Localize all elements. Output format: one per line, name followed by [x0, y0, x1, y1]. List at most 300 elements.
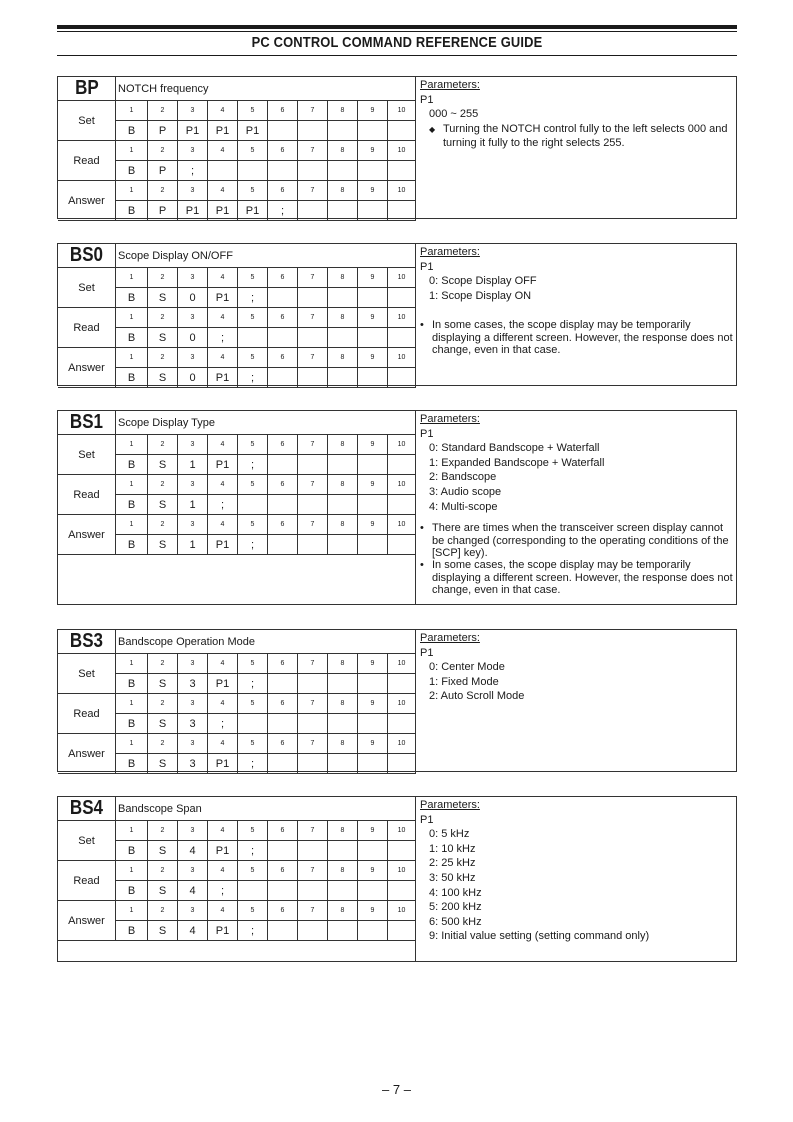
- position-number: 8: [328, 515, 358, 535]
- set-char-cell: P: [148, 121, 178, 141]
- position-number: 4: [208, 268, 238, 288]
- position-number: 10: [388, 435, 416, 455]
- parameter-value: 9: Initial value setting (setting command only): [429, 930, 650, 943]
- set-char-cell: [268, 455, 298, 475]
- read-char-cell: [328, 161, 358, 181]
- parameter-value: 1: Expanded Bandscope + Waterfall: [429, 456, 605, 469]
- position-number: 3: [178, 694, 208, 714]
- read-char-cell: [358, 714, 388, 734]
- set-char-cell: [328, 674, 358, 694]
- parameters-panel: [420, 245, 736, 357]
- read-char-cell: [238, 161, 268, 181]
- position-number: 9: [358, 654, 388, 674]
- answer-char-cell: [358, 754, 388, 774]
- page-number: – 7 –: [382, 1082, 411, 1097]
- parameters-heading: Parameters:: [420, 246, 480, 258]
- read-char-cell: P: [148, 161, 178, 181]
- read-char-cell: S: [148, 714, 178, 734]
- position-number: 7: [298, 435, 328, 455]
- position-number: 5: [238, 435, 268, 455]
- parameter-value: 6: 500 kHz: [429, 915, 482, 928]
- set-char-cell: [328, 288, 358, 308]
- parameter-value: 2: Auto Scroll Mode: [429, 690, 525, 703]
- read-char-cell: [208, 161, 238, 181]
- position-number: 9: [358, 475, 388, 495]
- position-number: 8: [328, 308, 358, 328]
- position-number: 8: [328, 181, 358, 201]
- read-char-cell: [298, 495, 328, 515]
- set-char-cell: S: [148, 674, 178, 694]
- answer-char-cell: S: [148, 754, 178, 774]
- command-code: BS4: [58, 797, 116, 821]
- bullet-icon: •: [420, 319, 424, 332]
- position-number: 10: [388, 515, 416, 535]
- set-char-cell: [358, 674, 388, 694]
- answer-char-cell: ;: [238, 368, 268, 388]
- set-char-cell: S: [148, 841, 178, 861]
- position-number: 4: [208, 141, 238, 161]
- position-number: 1: [116, 435, 148, 455]
- position-number: 8: [328, 821, 358, 841]
- row-label-set: Set: [58, 654, 116, 694]
- read-char-cell: [328, 495, 358, 515]
- read-char-cell: [298, 881, 328, 901]
- answer-char-cell: B: [116, 754, 148, 774]
- parameter-value: 3: Audio scope: [429, 485, 502, 498]
- position-number: 6: [268, 268, 298, 288]
- position-number: 7: [298, 861, 328, 881]
- position-number: 4: [208, 694, 238, 714]
- read-char-cell: ;: [208, 328, 238, 348]
- read-char-cell: [388, 328, 416, 348]
- position-number: 10: [388, 734, 416, 754]
- position-number: 7: [298, 181, 328, 201]
- read-char-cell: [358, 495, 388, 515]
- position-number: 5: [238, 268, 268, 288]
- position-number: 2: [148, 515, 178, 535]
- parameter-note: • In some cases, the scope display may be temporarily displaying a different screen. However, the response does not change, even in that case.: [420, 559, 733, 597]
- answer-char-cell: [358, 535, 388, 555]
- position-number: 3: [178, 141, 208, 161]
- position-number: 10: [388, 268, 416, 288]
- position-number: 5: [238, 475, 268, 495]
- answer-char-cell: 4: [178, 921, 208, 941]
- set-char-cell: [388, 121, 416, 141]
- position-number: 9: [358, 308, 388, 328]
- position-number: 10: [388, 101, 416, 121]
- answer-char-cell: S: [148, 535, 178, 555]
- position-number: 4: [208, 515, 238, 535]
- position-number: 1: [116, 654, 148, 674]
- command-code: BS1: [58, 411, 116, 435]
- position-number: 9: [358, 181, 388, 201]
- header-rule-thin: [57, 31, 737, 32]
- command-bs1: [57, 410, 737, 605]
- command-name: Bandscope Span: [116, 797, 416, 821]
- row-label-set: Set: [58, 101, 116, 141]
- position-number: 9: [358, 348, 388, 368]
- parameter-note: • In some cases, the scope display may be temporarily displaying a different screen. However, the response does not change, even in that case.: [420, 319, 733, 357]
- set-char-cell: P1: [208, 288, 238, 308]
- position-number: 5: [238, 694, 268, 714]
- position-number: 3: [178, 101, 208, 121]
- position-number: 2: [148, 901, 178, 921]
- answer-char-cell: P1: [208, 754, 238, 774]
- read-char-cell: [238, 714, 268, 734]
- read-char-cell: 1: [178, 495, 208, 515]
- read-char-cell: 3: [178, 714, 208, 734]
- bullet-icon: •: [420, 559, 424, 572]
- parameters-panel: [420, 631, 736, 704]
- answer-char-cell: [298, 535, 328, 555]
- read-char-cell: B: [116, 495, 148, 515]
- read-char-cell: [298, 161, 328, 181]
- answer-char-cell: [298, 368, 328, 388]
- position-number: 8: [328, 101, 358, 121]
- read-char-cell: [358, 881, 388, 901]
- position-number: 7: [298, 515, 328, 535]
- position-number: 4: [208, 901, 238, 921]
- parameter-value: 4: 100 kHz: [429, 886, 482, 899]
- parameters-panel: [420, 412, 736, 597]
- set-char-cell: P1: [238, 121, 268, 141]
- answer-char-cell: [388, 921, 416, 941]
- parameter-value: 0: Scope Display OFF: [429, 275, 537, 288]
- answer-char-cell: [388, 201, 416, 221]
- position-number: 6: [268, 821, 298, 841]
- position-number: 4: [208, 654, 238, 674]
- read-char-cell: [268, 328, 298, 348]
- position-number: 1: [116, 268, 148, 288]
- read-char-cell: 0: [178, 328, 208, 348]
- position-number: 2: [148, 308, 178, 328]
- parameter-value: 5: 200 kHz: [429, 901, 482, 914]
- position-number: 8: [328, 475, 358, 495]
- position-number: 2: [148, 101, 178, 121]
- parameter-note: • There are times when the transceiver screen display cannot be changed (corresponding to the operating conditions of the [SCP] key).: [420, 522, 729, 559]
- read-char-cell: [328, 881, 358, 901]
- parameter-value: 1: Scope Display ON: [429, 289, 532, 302]
- position-number: 4: [208, 821, 238, 841]
- answer-char-cell: [358, 201, 388, 221]
- set-char-cell: [388, 674, 416, 694]
- parameters-heading: Parameters:: [420, 799, 480, 811]
- position-number: 3: [178, 181, 208, 201]
- position-number: 2: [148, 654, 178, 674]
- position-number: 2: [148, 734, 178, 754]
- set-char-cell: 4: [178, 841, 208, 861]
- position-number: 2: [148, 268, 178, 288]
- command-name: Bandscope Operation Mode: [116, 630, 416, 654]
- position-number: 8: [328, 654, 358, 674]
- set-char-cell: [268, 674, 298, 694]
- answer-char-cell: P1: [208, 921, 238, 941]
- read-char-cell: [358, 328, 388, 348]
- position-number: 5: [238, 141, 268, 161]
- parameter-value: 0: 5 kHz: [429, 828, 470, 841]
- position-number: 2: [148, 475, 178, 495]
- set-char-cell: [268, 121, 298, 141]
- answer-char-cell: B: [116, 535, 148, 555]
- position-number: 8: [328, 348, 358, 368]
- parameter-value: 2: 25 kHz: [429, 857, 476, 870]
- parameter-value: 1: 10 kHz: [429, 842, 476, 855]
- read-char-cell: B: [116, 328, 148, 348]
- row-label-answer: Answer: [58, 734, 116, 774]
- answer-char-cell: [358, 368, 388, 388]
- position-number: 5: [238, 348, 268, 368]
- answer-char-cell: 0: [178, 368, 208, 388]
- position-number: 1: [116, 861, 148, 881]
- answer-char-cell: [298, 754, 328, 774]
- position-number: 9: [358, 694, 388, 714]
- set-char-cell: P1: [208, 841, 238, 861]
- answer-char-cell: ;: [268, 201, 298, 221]
- read-char-cell: [298, 328, 328, 348]
- parameter-value: 3: 50 kHz: [429, 871, 476, 884]
- read-char-cell: [328, 714, 358, 734]
- command-code: BS3: [58, 630, 116, 654]
- answer-char-cell: [388, 368, 416, 388]
- position-number: 2: [148, 348, 178, 368]
- parameter-name: P1: [420, 646, 434, 659]
- row-label-answer: Answer: [58, 515, 116, 555]
- read-char-cell: [268, 161, 298, 181]
- position-number: 6: [268, 694, 298, 714]
- read-char-cell: S: [148, 328, 178, 348]
- position-number: 3: [178, 475, 208, 495]
- set-char-cell: [298, 288, 328, 308]
- answer-char-cell: 1: [178, 535, 208, 555]
- answer-char-cell: [388, 754, 416, 774]
- set-char-cell: [328, 841, 358, 861]
- position-number: 5: [238, 308, 268, 328]
- position-number: 4: [208, 181, 238, 201]
- answer-char-cell: [358, 921, 388, 941]
- position-number: 5: [238, 734, 268, 754]
- answer-char-cell: P1: [178, 201, 208, 221]
- position-number: 8: [328, 694, 358, 714]
- set-char-cell: [268, 288, 298, 308]
- set-char-cell: 3: [178, 674, 208, 694]
- set-char-cell: 0: [178, 288, 208, 308]
- position-number: 5: [238, 901, 268, 921]
- set-char-cell: B: [116, 841, 148, 861]
- position-number: 6: [268, 101, 298, 121]
- position-number: 5: [238, 101, 268, 121]
- set-char-cell: [358, 288, 388, 308]
- read-char-cell: [268, 881, 298, 901]
- answer-char-cell: P1: [208, 201, 238, 221]
- read-char-cell: ;: [208, 881, 238, 901]
- position-number: 4: [208, 348, 238, 368]
- position-number: 3: [178, 308, 208, 328]
- position-number: 1: [116, 475, 148, 495]
- set-char-cell: P1: [178, 121, 208, 141]
- title-rule: [57, 55, 737, 56]
- position-number: 6: [268, 515, 298, 535]
- parameter-name: P1: [420, 427, 434, 440]
- position-number: 7: [298, 268, 328, 288]
- read-char-cell: ;: [208, 495, 238, 515]
- read-char-cell: B: [116, 881, 148, 901]
- read-char-cell: [238, 328, 268, 348]
- answer-char-cell: P1: [238, 201, 268, 221]
- position-number: 6: [268, 308, 298, 328]
- position-number: 1: [116, 141, 148, 161]
- position-number: 4: [208, 308, 238, 328]
- read-char-cell: [388, 881, 416, 901]
- position-number: 9: [358, 821, 388, 841]
- position-number: 6: [268, 654, 298, 674]
- position-number: 9: [358, 901, 388, 921]
- command-name: Scope Display Type: [116, 411, 416, 435]
- position-number: 4: [208, 734, 238, 754]
- position-number: 8: [328, 861, 358, 881]
- position-number: 10: [388, 348, 416, 368]
- read-char-cell: [328, 328, 358, 348]
- row-label-read: Read: [58, 308, 116, 348]
- read-char-cell: S: [148, 881, 178, 901]
- command-bs0: [57, 243, 737, 386]
- position-number: 7: [298, 141, 328, 161]
- position-number: 1: [116, 515, 148, 535]
- position-number: 7: [298, 734, 328, 754]
- position-number: 10: [388, 141, 416, 161]
- answer-char-cell: B: [116, 921, 148, 941]
- position-number: 6: [268, 734, 298, 754]
- answer-char-cell: [328, 201, 358, 221]
- read-char-cell: S: [148, 495, 178, 515]
- position-number: 6: [268, 861, 298, 881]
- position-number: 10: [388, 694, 416, 714]
- position-number: 7: [298, 308, 328, 328]
- command-name: NOTCH frequency: [116, 77, 416, 101]
- position-number: 3: [178, 654, 208, 674]
- position-number: 2: [148, 141, 178, 161]
- position-number: 4: [208, 475, 238, 495]
- read-char-cell: [298, 714, 328, 734]
- position-number: 8: [328, 268, 358, 288]
- position-number: 3: [178, 861, 208, 881]
- position-number: 9: [358, 861, 388, 881]
- command-bs4: [57, 796, 737, 962]
- answer-char-cell: [268, 754, 298, 774]
- position-number: 7: [298, 694, 328, 714]
- set-char-cell: P1: [208, 455, 238, 475]
- row-label-answer: Answer: [58, 181, 116, 221]
- parameter-value: 0: Center Mode: [429, 661, 505, 674]
- position-number: 1: [116, 348, 148, 368]
- table-blank-area: [58, 555, 416, 604]
- set-char-cell: [358, 455, 388, 475]
- set-char-cell: [328, 455, 358, 475]
- parameter-value: 1: Fixed Mode: [429, 675, 499, 688]
- position-number: 10: [388, 181, 416, 201]
- set-char-cell: [298, 841, 328, 861]
- answer-char-cell: 3: [178, 754, 208, 774]
- set-char-cell: [388, 288, 416, 308]
- set-char-cell: [358, 121, 388, 141]
- position-number: 6: [268, 475, 298, 495]
- position-number: 5: [238, 654, 268, 674]
- position-number: 2: [148, 694, 178, 714]
- parameter-name: P1: [420, 813, 434, 826]
- position-number: 2: [148, 821, 178, 841]
- set-char-cell: [388, 455, 416, 475]
- position-number: 1: [116, 821, 148, 841]
- read-char-cell: [268, 495, 298, 515]
- position-number: 6: [268, 348, 298, 368]
- page-title: PC CONTROL COMMAND REFERENCE GUIDE: [251, 34, 543, 51]
- answer-char-cell: [328, 921, 358, 941]
- position-number: 10: [388, 475, 416, 495]
- set-char-cell: P1: [208, 674, 238, 694]
- position-number: 1: [116, 181, 148, 201]
- command-name: Scope Display ON/OFF: [116, 244, 416, 268]
- position-number: 7: [298, 654, 328, 674]
- position-number: 6: [268, 181, 298, 201]
- row-label-answer: Answer: [58, 348, 116, 388]
- parameters-heading: Parameters:: [420, 413, 480, 425]
- position-number: 9: [358, 435, 388, 455]
- answer-char-cell: [388, 535, 416, 555]
- position-number: 1: [116, 734, 148, 754]
- answer-char-cell: [328, 754, 358, 774]
- position-number: 2: [148, 861, 178, 881]
- position-number: 3: [178, 515, 208, 535]
- row-label-read: Read: [58, 861, 116, 901]
- answer-char-cell: P1: [208, 535, 238, 555]
- position-number: 9: [358, 268, 388, 288]
- answer-char-cell: B: [116, 201, 148, 221]
- read-char-cell: [358, 161, 388, 181]
- read-char-cell: [388, 714, 416, 734]
- set-char-cell: ;: [238, 674, 268, 694]
- row-label-set: Set: [58, 268, 116, 308]
- table-blank-area: [58, 941, 416, 961]
- row-label-read: Read: [58, 694, 116, 734]
- answer-char-cell: S: [148, 368, 178, 388]
- set-char-cell: [298, 674, 328, 694]
- position-number: 4: [208, 101, 238, 121]
- set-char-cell: [358, 841, 388, 861]
- answer-char-cell: [268, 535, 298, 555]
- read-char-cell: [268, 714, 298, 734]
- diamond-bullet-icon: ◆: [429, 124, 436, 134]
- answer-char-cell: S: [148, 921, 178, 941]
- position-number: 1: [116, 901, 148, 921]
- parameter-value: 0: Standard Bandscope + Waterfall: [429, 442, 600, 455]
- answer-char-cell: ;: [238, 754, 268, 774]
- position-number: 2: [148, 181, 178, 201]
- position-number: 3: [178, 348, 208, 368]
- position-number: 3: [178, 734, 208, 754]
- set-char-cell: B: [116, 121, 148, 141]
- set-char-cell: S: [148, 455, 178, 475]
- answer-char-cell: B: [116, 368, 148, 388]
- set-char-cell: [328, 121, 358, 141]
- set-char-cell: 1: [178, 455, 208, 475]
- command-code: BP: [58, 77, 116, 101]
- position-number: 5: [238, 181, 268, 201]
- set-char-cell: B: [116, 455, 148, 475]
- read-char-cell: 4: [178, 881, 208, 901]
- set-char-cell: ;: [238, 455, 268, 475]
- position-number: 6: [268, 901, 298, 921]
- set-char-cell: B: [116, 288, 148, 308]
- set-char-cell: [298, 121, 328, 141]
